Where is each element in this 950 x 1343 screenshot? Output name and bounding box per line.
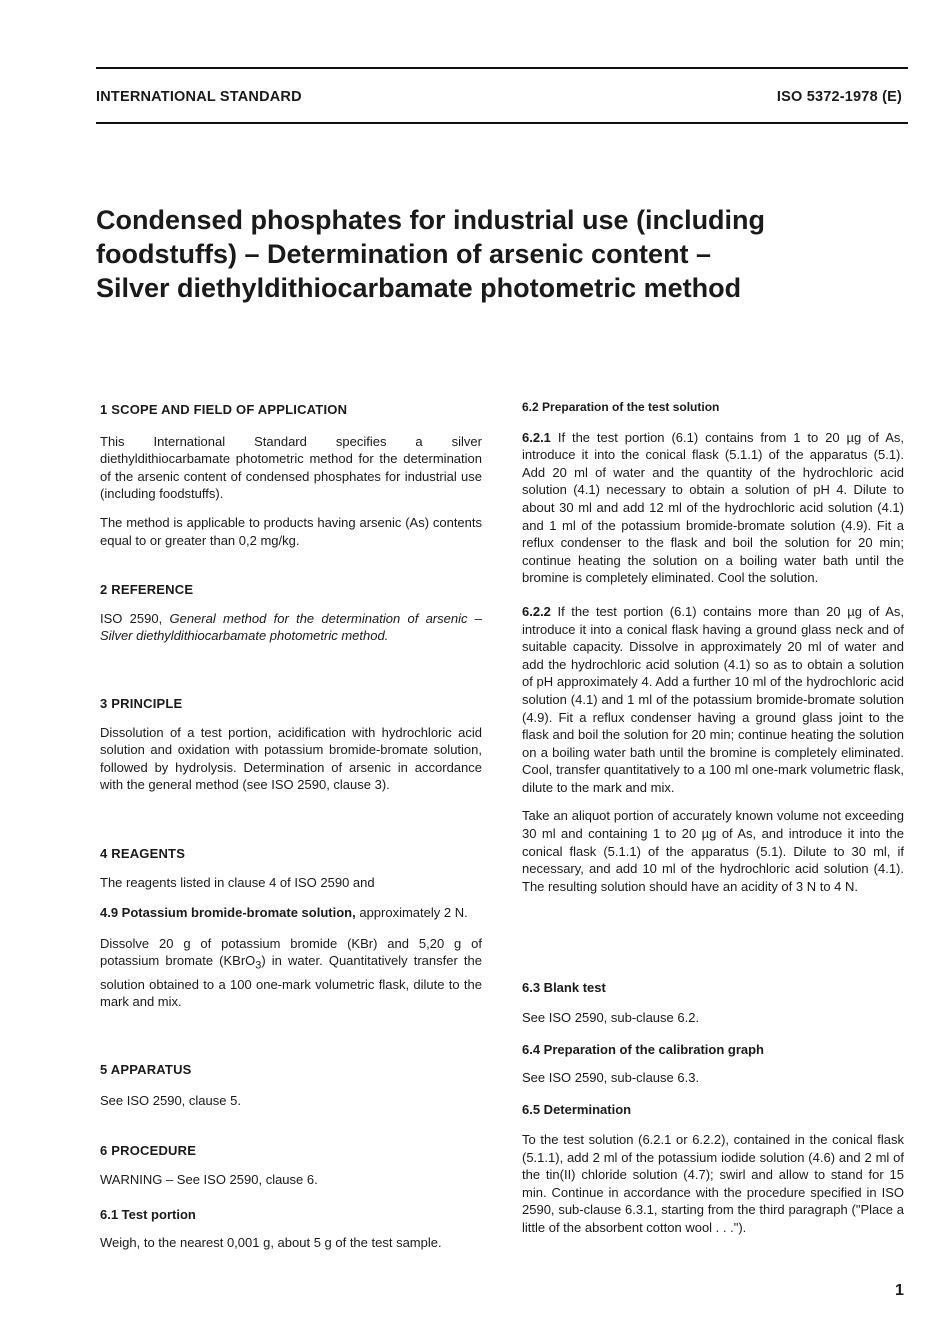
section-2-heading: 2 REFERENCE — [100, 582, 194, 597]
header-rule — [96, 122, 908, 124]
section-6-3 — [522, 979, 904, 1237]
section-6-heading: 6 PROCEDURE — [100, 1143, 197, 1158]
section-4-paragraph: The reagents listed in clause 4 of ISO 2590 and — [100, 874, 375, 890]
section-3 — [100, 695, 482, 794]
section-1-heading: 1 SCOPE AND FIELD OF APPLICATION — [100, 402, 348, 417]
subsection-6-3-heading: 6.3 Blank test — [522, 980, 606, 995]
subsection-4-9-text-a: Dissolve 20 g of potassium bromide (KBr) and 5,20 g of potassium bromate (KBrO — [100, 935, 482, 969]
section-4-heading: 4 REAGENTS — [100, 846, 186, 861]
section-2-reference — [100, 610, 482, 645]
bromate-subscript: 3 — [255, 959, 262, 972]
title-line-3: Silver diethyldithiocarbamate photometric method — [96, 273, 742, 303]
section-6 — [100, 1142, 482, 1251]
subsection-6-4-heading: 6.4 Preparation of the calibration graph — [522, 1042, 764, 1058]
document-title — [96, 203, 896, 305]
section-3-paragraph: Dissolution of a test portion, acidification with hydrochloric acid solution and oxidation with potassium bromide-bromate solution, followed by hydrolysis. Determination of arsenic in accordance with the general method (see ISO 2590, clause 3). — [100, 724, 482, 793]
section-1-paragraph-1: This International Standard specifies a silver diethyldithiocarbamate photometric method for the determination of the arsenic content of condensed phosphates for industrial use (including foodstuffs). — [100, 433, 482, 502]
subsection-6-2-2 — [522, 603, 904, 797]
subsection-6-2-2-paragraph-2: Take an aliquot portion of accurately known volume not exceeding 30 ml and containing 1 to 20 µg of As, and introduce it into the conical flask (5.1.1) of the apparatus (5.1). Dilute to 30 ml, if necessary, and add 10 ml of the hydrochloric acid solution (4.1). The resulting solution should have an acidity of 3 N to 4 N. — [522, 808, 904, 894]
section-3-heading: 3 PRINCIPLE — [100, 696, 183, 711]
header-document-id: ISO 5372-1978 (E) — [776, 89, 902, 105]
subsection-6-3-paragraph: See ISO 2590, sub-clause 6.2. — [522, 1009, 700, 1025]
section-6-2 — [522, 399, 904, 895]
subsection-6-1-paragraph: Weigh, to the nearest 0,001 g, about 5 g of the test sample. — [100, 1234, 442, 1250]
subsection-6-4-paragraph: See ISO 2590, sub-clause 6.3. — [522, 1069, 700, 1085]
subsection-4-9-paragraph — [100, 935, 482, 1011]
section-6-warning: WARNING – See ISO 2590, clause 6. — [100, 1171, 318, 1187]
subsection-4-9 — [100, 904, 482, 922]
top-rule — [96, 67, 908, 69]
section-5-paragraph: See ISO 2590, clause 5. — [100, 1092, 241, 1108]
title-line-1: Condensed phosphates for industrial use (including — [96, 205, 766, 235]
section-1 — [100, 401, 482, 549]
subsection-6-2-1-text: If the test portion (6.1) contains from 1 to 20 µg of As, introduce it into the conical flask (5.1.1) of the apparatus (5.1). Add 20 ml of water and the quantity of the hydrochloric acid solution (4.1) necessary to obtain a solution of pH 4. Dilute to about 30 ml and add 12 ml of the hydrochloric acid solution (4.1) and 1 ml of the potassium bromide-bromate solution (4.9). Fit a reflux condenser to the flask and boil the solution for 20 min; continue heating the solution on a boiling water bath until the bromine is completely eliminated. Cool the solution. — [522, 429, 904, 586]
reference-code: ISO 2590, — [100, 610, 163, 626]
section-5 — [100, 1061, 482, 1109]
page-number: 1 — [895, 1282, 904, 1299]
section-1-paragraph-2: The method is applicable to products having arsenic (As) contents equal to or greater than 0,2 mg/kg. — [100, 514, 482, 548]
subsection-6-5-heading: 6.5 Determination — [522, 1102, 632, 1118]
subsection-6-1-heading: 6.1 Test portion — [100, 1207, 196, 1223]
subsection-6-2-2-text: If the test portion (6.1) contains more than 20 µg of As, introduce it into a conical flask having a ground glass neck and of suitable capacity. Dissolve in approximately 20 ml of water and add the hydrochloric acid solution (4.1) so as to obtain a solution of pH approximately 4. Add a further 10 ml of the hydrochloric acid solution (4.1) and 1 ml of the potassium bromide-bromate solution (4.9). Fit a reflux condenser having a ground glass joint to the flask and boil the solution for 20 min; continue heating the solution on a boiling water bath until the bromine is completely eliminated. Cool, transfer quantitatively to a 100 ml one-mark volumetric flask, dilute to the mark and mix. — [522, 603, 904, 795]
reference-title: General method for the determination of arsenic – Silver diethyldithiocarbamate photometric method. — [100, 610, 482, 644]
section-2 — [100, 581, 482, 645]
subsection-6-2-heading: 6.2 Preparation of the test solution — [522, 400, 720, 414]
subsection-4-9-heading-rest: approximately 2 N. — [359, 905, 468, 921]
subsection-6-5-paragraph: To the test solution (6.2.1 or 6.2.2), contained in the conical flask (5.1.1), add 2 ml of the potassium iodide solution (4.6) and 2 ml of the tin(II) chloride solution (4.7); swirl and allow to stand for 15 min. Continue in accordance with the procedure specified in ISO 2590, sub-clause 6.3.1, starting from the third paragraph ("Place a little of the absorbent cotton wool . . ."). — [522, 1131, 904, 1235]
subsection-6-2-2-label: 6.2.2 — [522, 603, 551, 619]
subsection-4-9-text-b: ) in water. Quantitatively transfer the solution obtained to a 100 one-mark volumetric flask, dilute to the mark and mix. — [100, 953, 482, 1010]
section-4 — [100, 845, 482, 1011]
subsection-6-2-1-label: 6.2.1 — [522, 429, 551, 445]
subsection-6-2-1 — [522, 429, 904, 587]
header-standard-label: INTERNATIONAL STANDARD — [96, 89, 302, 105]
subsection-4-9-heading: 4.9 Potassium bromide-bromate solution, — [100, 905, 356, 921]
section-5-heading: 5 APPARATUS — [100, 1062, 192, 1077]
title-line-2: foodstuffs) – Determination of arsenic content – — [96, 239, 712, 269]
